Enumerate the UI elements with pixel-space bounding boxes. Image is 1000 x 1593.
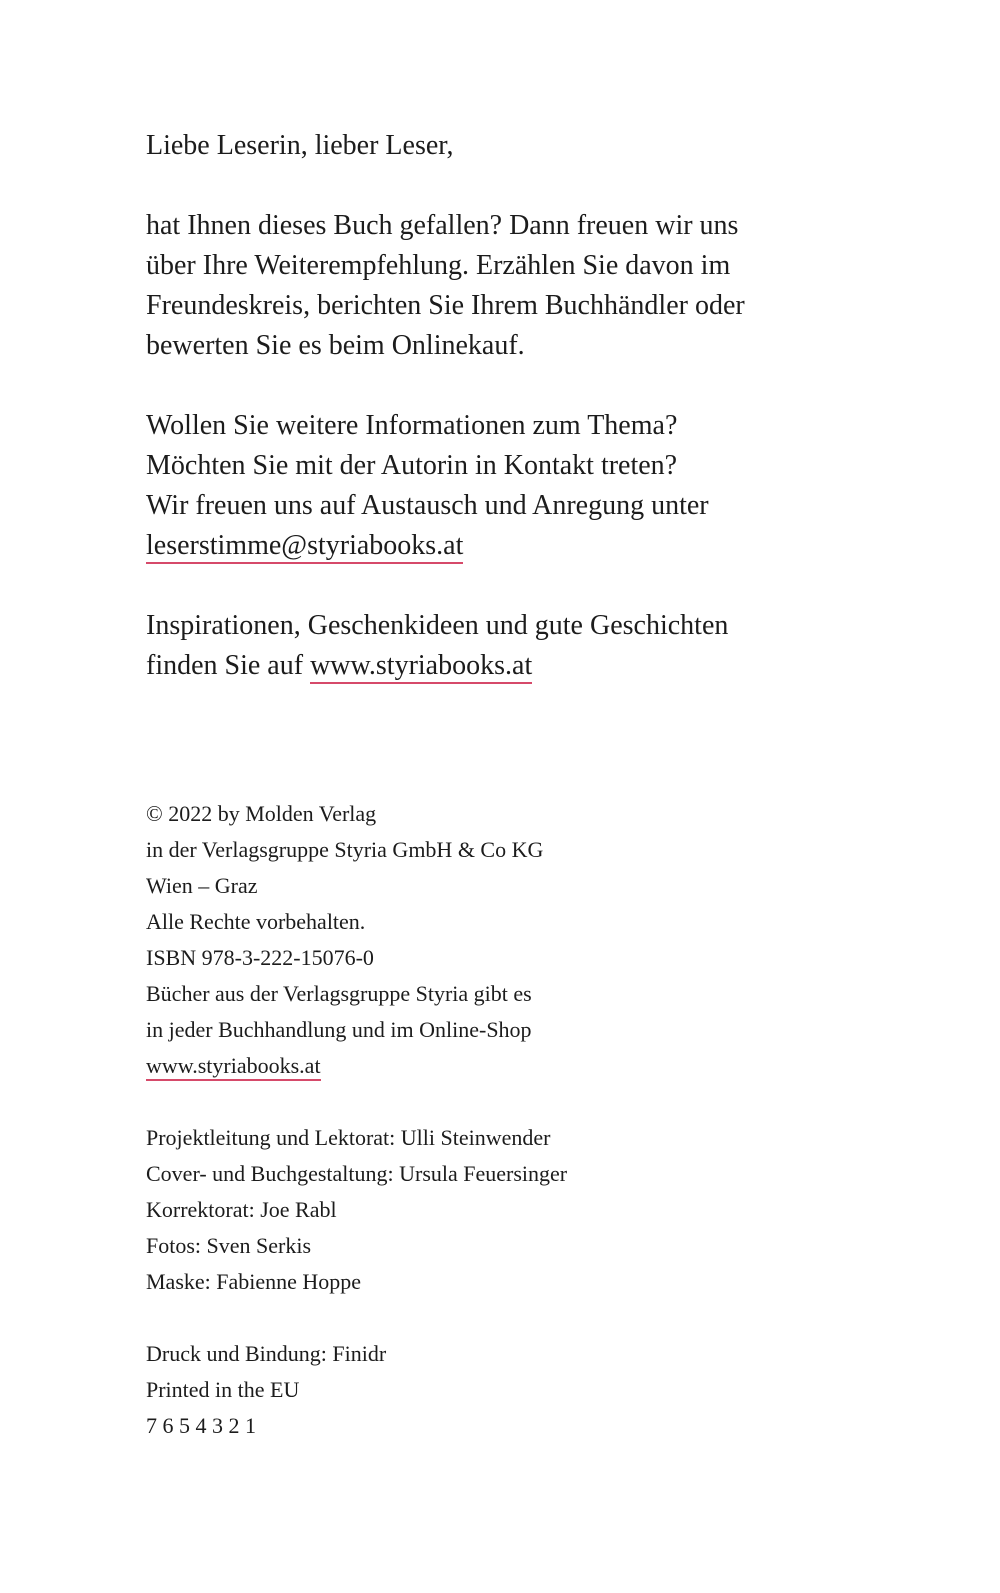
contact-paragraph bbox=[146, 406, 709, 566]
imprint-line: Alle Rechte vorbehalten. bbox=[146, 909, 366, 934]
isbn: ISBN 978-3-222-15076-0 bbox=[146, 945, 374, 970]
imprint-line: in der Verlagsgruppe Styria GmbH & Co KG bbox=[146, 837, 544, 862]
paragraph-line: Inspirationen, Geschenkideen und gute Geschichten bbox=[146, 610, 729, 641]
imprint-line: © 2022 by Molden Verlag bbox=[146, 801, 377, 826]
website-link[interactable]: www.styriabooks.at bbox=[310, 650, 532, 684]
email-link[interactable]: leserstimme@styriabooks.at bbox=[146, 530, 463, 564]
imprint-line: Wien – Graz bbox=[146, 873, 258, 898]
greeting bbox=[146, 126, 454, 166]
credit-line: Fotos: Sven Serkis bbox=[146, 1233, 312, 1258]
printing-block bbox=[146, 1336, 386, 1444]
credit-line: Projektleitung und Lektorat: Ulli Steinwender bbox=[146, 1125, 551, 1150]
credits-block bbox=[146, 1120, 567, 1300]
paragraph-line: Wir freuen uns auf Austausch und Anregung unter bbox=[146, 490, 709, 521]
email-line bbox=[146, 526, 709, 566]
imprint-line: in jeder Buchhandlung und im Online-Shop bbox=[146, 1017, 532, 1042]
recommendation-paragraph bbox=[146, 206, 745, 366]
credit-line: Korrektorat: Joe Rabl bbox=[146, 1197, 337, 1222]
paragraph-line: bewerten Sie es beim Onlinekauf. bbox=[146, 330, 525, 361]
printing-line: Druck und Bindung: Finidr bbox=[146, 1341, 387, 1366]
website-prefix: finden Sie auf bbox=[146, 650, 304, 681]
inspiration-paragraph bbox=[146, 606, 728, 686]
paragraph-line: Möchten Sie mit der Autorin in Kontakt treten? bbox=[146, 450, 678, 481]
printing-line: Printed in the EU bbox=[146, 1377, 300, 1402]
copyright-block bbox=[146, 796, 543, 1084]
paragraph-line: über Ihre Weiterempfehlung. Erzählen Sie davon im bbox=[146, 250, 731, 281]
imprint-website-link[interactable]: www.styriabooks.at bbox=[146, 1053, 321, 1081]
print-run-number: 7 6 5 4 3 2 1 bbox=[146, 1413, 256, 1438]
imprint-line: Bücher aus der Verlagsgruppe Styria gibt es bbox=[146, 981, 532, 1006]
credit-line: Cover- und Buchgestaltung: Ursula Feuersinger bbox=[146, 1161, 568, 1186]
website-line bbox=[146, 646, 728, 686]
imprint-website-line bbox=[146, 1048, 543, 1084]
credit-line: Maske: Fabienne Hoppe bbox=[146, 1269, 362, 1294]
paragraph-line: hat Ihnen dieses Buch gefallen? Dann freuen wir uns bbox=[146, 210, 739, 241]
paragraph-line: Freundeskreis, berichten Sie Ihrem Buchhändler oder bbox=[146, 290, 745, 321]
paragraph-line: Wollen Sie weitere Informationen zum Thema? bbox=[146, 410, 678, 441]
greeting-text: Liebe Leserin, lieber Leser, bbox=[146, 130, 454, 161]
